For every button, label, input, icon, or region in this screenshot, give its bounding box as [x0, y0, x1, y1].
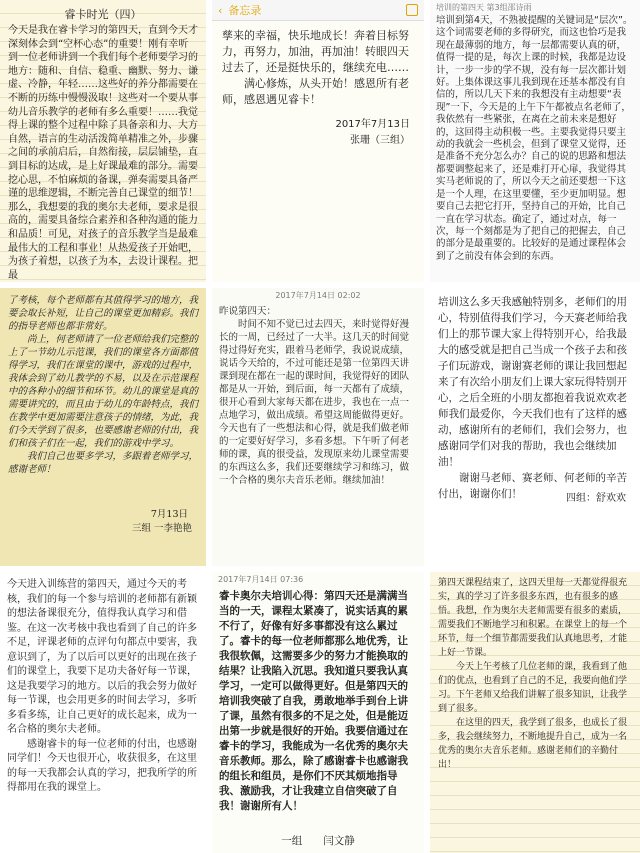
- share-icon[interactable]: [406, 4, 418, 16]
- note-card-4: [0, 288, 206, 566]
- back-chevron-icon[interactable]: ‹: [218, 3, 223, 17]
- note-card-5: [212, 288, 424, 566]
- note-card-6-sign: 四组：舒欢欢: [566, 493, 626, 505]
- note-card-2: [212, 0, 424, 282]
- note-card-4-body: 了考核，每个老师都有其值得学习的地方，我要会取长补短，让自己的课堂更加精彩。我们的指导老师也都非常好。 尚上，何老师请了一位老师给我们完整的上了一节幼儿示范课，我们的课堂各方面都值得学习，我们在课堂的课中，游戏的过程中，我体会到了幼儿教学的不易，以及在示范课程中的各种小的细节和环节。幼儿的课堂是真的需要讲究的，而且由于幼儿的年龄特点，我们在教学中更加需要注意孩子的情绪，为此，我们今天学到了很多，也要感谢老师的付出，我们和孩子们在一起，我们的游戏中学习。 我们自己也要多学习，多跟着老师学习，感谢老师！: [8, 295, 199, 475]
- note-card-9-body: 第四天课程结束了，这四天里每一天都觉得很充实，真的学习了许多很多东西，也有很多的感悟。我想，作为奥尔夫老师需要有很多的素质，需要我们不断地学习和积累。在课堂上的每一个环节，每一个细节都需要我们认真地思考，才能上好一节课。 今天上午考核了几位老师的课，我看到了他们的优点，也看到了自己的不足，我要向他们学习。下午老师又给我们讲解了很多知识，让我学到了很多。 在这里的四天，我学到了很多，也成长了很多，我会继续努力，不断地提升自己，成为一名优秀的奥尔夫音乐老师。感谢老师们的辛勤付出！: [438, 578, 628, 770]
- note-card-3-header: 培训的第四天 第3组邵诗雨: [436, 3, 532, 12]
- notes-back-label[interactable]: 备忘录: [228, 4, 262, 17]
- note-card-1-title: 睿卡时光（四）: [64, 8, 142, 21]
- note-card-6: [430, 288, 640, 566]
- note-card-7: [0, 572, 206, 853]
- note-card-7-body: 今天进入训练营的第四天，通过今天的考核，我们的每一个参与培训的老师都有新颖的想法备课很充分，值得我认真学习和借鉴。在这一次考核中我也看到了自己的许多不足，评课老师的点评句句都点中要害，我意识到了，为了以后可以更好的出现在孩子们的课堂上，我要下足功夫备好每一节课，这是我要学习的地方。以后的我会努力做好每一节课，也会用更多的时间去学习，多听多看多练，让自己更好的成长起来，成为一名合格的奥尔夫老师。 感谢睿卡的每一位老师的付出，也感谢同学们！今天也很开心，收获很多，在这里的每一天我都会认真的学习，把我所学的所得都用在我的课堂上。: [7, 579, 197, 793]
- note-card-9: [430, 572, 640, 853]
- note-card-5-body: 昨说第四天： 时间不知不觉已过去四天，来时觉得好漫长的一周，已经过了一大半。这几天的时间觉得过得好充实，跟着马老师学，我说说成绩，说话今天给的，不过可能还是第一位第四天讲课到现在都在一起的课时间，我觉得好的团队都是从一开始，到后面，每一天都有了成绩，很开心看到大家每天都在进步，我也在一点一点地学习，做出成绩。希望这周能做得更好。今天也有了一些想法和心得，就是我们做老师的一定要好好学习，多看多想。下午听了何老师的课，真的很受益，发现原来幼儿课堂需要的东西这么多，我们还要继续学习和练习，做一个合格的奥尔夫音乐老师。继续加油！: [219, 306, 410, 486]
- note-card-8-status: 2017年7月14日 07:36: [218, 575, 304, 584]
- note-card-8-sign: 一组 闫文静: [281, 835, 355, 848]
- note-card-4-date: 7月13日: [150, 509, 188, 521]
- note-card-2-date: 2017年7月13日: [335, 119, 410, 130]
- note-card-8: [212, 572, 424, 853]
- notes-toolbar: [212, 0, 424, 21]
- note-card-4-sign: 三组 一李艳艳: [131, 523, 192, 535]
- note-card-2-body: 孳来的幸福，快乐地成长！奔着目标努力，再努力，加油，再加油！转眼四天过去了，还是挺快乐的，继续充电…… 满心修炼，从头开始！感恩所有老师，感恩遇见睿卡！: [222, 29, 409, 106]
- note-card-1-body: 今天是我在睿卡学习的第四天，直到今天才深刻体会到“空杯心态”的重要！刚有幸听到一位老师讲到一个我们每个老师要学习的地方：随和、自信、稳重、幽默、努力、谦虚、冷静，年轻……这些好的养分都需要在不断的历练中慢慢汲取！这些对一个要从事幼儿音乐教学的老师有多么重要！……我觉得上课的整个过程中除了具备亲和力、大方自然，语言的生动活泼简单精准之外，步骤之间的承前启后，自然衔接，层层铺垫，直到目标的达成，是上好课最难的部分。需要挖心思，不怕麻烦的备课，弹奏需要具备严谨的思维逻辑，不断完善自己课堂的细节！那么，我想要的我的奥尔夫老师，要求是很高的，需要具备综合素养和各种沟通的能力和品质！可见，对孩子的音乐教学当是最难最伟大的工程和事业！从热爱孩子开始吧，为孩子着想，以孩子为本，去设计课程。把最: [8, 25, 198, 281]
- note-card-5-status: 2017年7月14日 02:02: [275, 291, 361, 300]
- note-card-3: [430, 0, 640, 282]
- note-card-2-sign: 张珊（三组）: [350, 135, 410, 146]
- note-card-3-body: 培训到第4天，不熟被提醒的关键词是“层次”。这个词需要老师的多得研究，而这也恰巧是我现在最薄弱的地方，每一层都需要认真的研，值得一提的是，每次上课的时候，我都是边设计，一步一步的学不规，没有每一层次都计划好。上集体课这事儿我到现在还基本都没有自信的，所以几天下来的我想没有主动想要“表现”一下，今天是的上午下午都被点名老师了，我依然有一些紧张，在离在之前未来是想好的，这回得主动积极一些。主要我觉得只要主动的我就会一些机会，但到了课堂又觉得，还是准备不充分怎么办？自己的说的思路和想法都要调整起来了，还是难打开心扉，我觉得其实马老师说的了，所以今天之前还要想一下这是一个人理，在这里要懂，至少更加明显。想要自己去把它打开，坚持自己的开始，比自己一直在学习状态。确定了，通过对点，每一次，每一个刻都是为了把自己的把握去，自己的部分是最重要的。比较好的是通过课程体会到了之前没有体会到的东西。: [436, 15, 633, 262]
- note-card-1: [0, 0, 206, 282]
- note-card-6-body: 培训这么多天我感触特别多，老师们的用心，特别值得我们学习，今天赛老师给我们上的那节课大家上得特别开心，给我最大的感受就是把自己当成一个孩子去和孩子们玩游戏，谢谢赛老师的课让我回想起来了有次给小朋友们上课大家玩得特别开心，之后全班的小朋友都抱着我说欢欢老师我们最爱你，今天我们也有了这样的感动，感谢所有的老师们，我们会努力，也感谢同学们对我的帮助，我也会继续加油！ 谢谢马老师、赛老师、何老师的辛苦付出，谢谢你们！: [438, 296, 627, 500]
- note-card-8-body: 睿卡奥尔夫培训心得：第四天还是满满当当的一天，课程太紧凑了，说实话真的累不行了，好像有好多事都没有这么累过了。睿卡的每一位老师都那么地优秀，让我很软佩，这需要多少的努力才能换取的结果？让我陷入沉思。我知道只要我认真学习，一定可以做得更好。但是第四天的培训我突破了自我，勇敢地举手到台上讲了课，虽然有很多的不足之处，但是能迈出第一步就是很好的开始。我要信通过在睿卡的学习，我能成为一名优秀的奥尔夫音乐教师。那么，除了感谢睿卡也感谢我的组长和组员，是你们不厌其烦地指导我、激励我，才让我建立自信突破了自我！谢谢所有人！: [219, 590, 408, 812]
